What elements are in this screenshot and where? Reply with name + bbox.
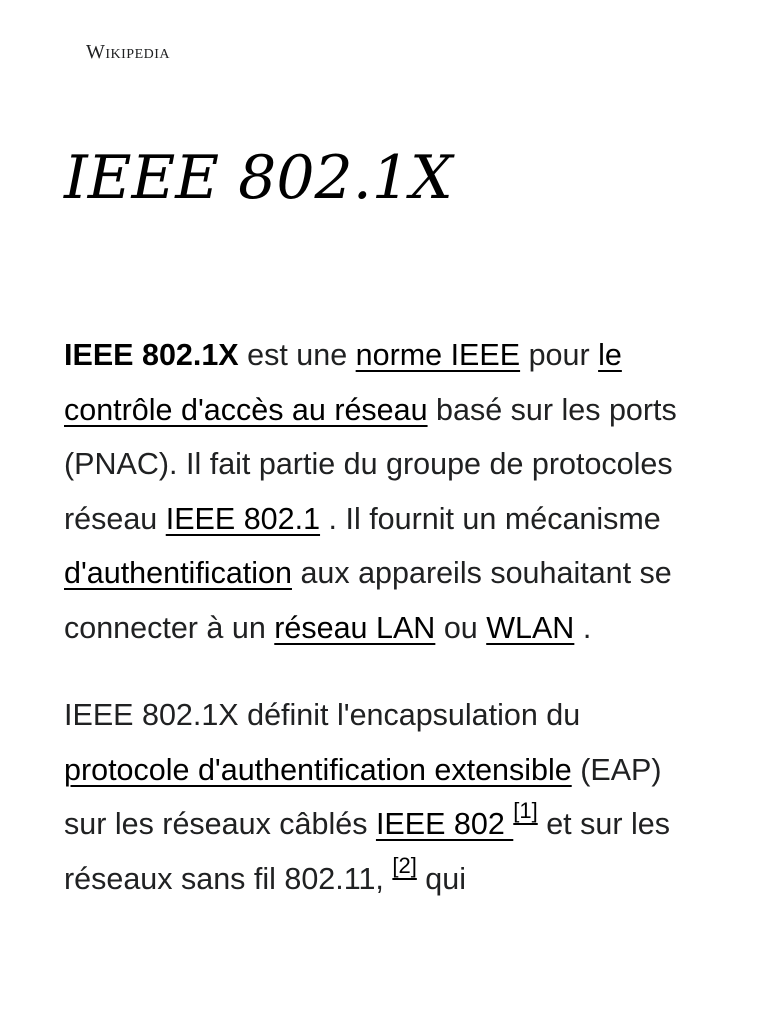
link-controle-acces-reseau[interactable]: le contrôle d'accès au réseau xyxy=(64,338,622,427)
link-ieee-802[interactable]: IEEE 802 xyxy=(375,807,514,841)
site-header xyxy=(86,36,170,68)
reference-2-link[interactable]: [2] xyxy=(392,852,417,878)
link-ieee-802-1[interactable]: IEEE 802.1 xyxy=(165,501,321,536)
link-norme-ieee[interactable]: norme IEEE xyxy=(355,338,521,372)
link-eap[interactable]: protocole d'authentification extensible xyxy=(64,752,572,787)
reference-1-link[interactable]: [1] xyxy=(513,798,538,823)
link-authentification[interactable]: d'authentification xyxy=(64,556,292,590)
article-paragraph-2: IEEE 802.1X définit l'encapsulation du protocole d'authentification extensible (EAP) sur les réseaux câblés IEEE 802 [1] et sur les réseaux sans fil 802.11, [2] qui xyxy=(64,698,670,896)
link-reseau-lan[interactable]: réseau LAN xyxy=(274,610,436,645)
link-wlan[interactable]: WLAN xyxy=(486,610,575,645)
article-paragraph-1: IEEE 802.1X est une norme IEEE pour le contrôle d'accès au réseau basé sur les ports (PNAC). Il fait partie du groupe de protocoles réseau IEEE 802.1 . Il fournit un mécanisme d'authentification aux appareils souhaitant se connecter à un réseau LAN ou WLAN . xyxy=(64,338,677,645)
reference-2[interactable] xyxy=(392,853,416,878)
article-content xyxy=(64,328,704,906)
page-title: IEEE 802.1X xyxy=(64,143,453,213)
article-subject: IEEE 802.1X xyxy=(64,338,239,372)
wikipedia-wordmark[interactable]: Wikipedia xyxy=(86,40,171,63)
reference-1[interactable] xyxy=(513,798,537,823)
